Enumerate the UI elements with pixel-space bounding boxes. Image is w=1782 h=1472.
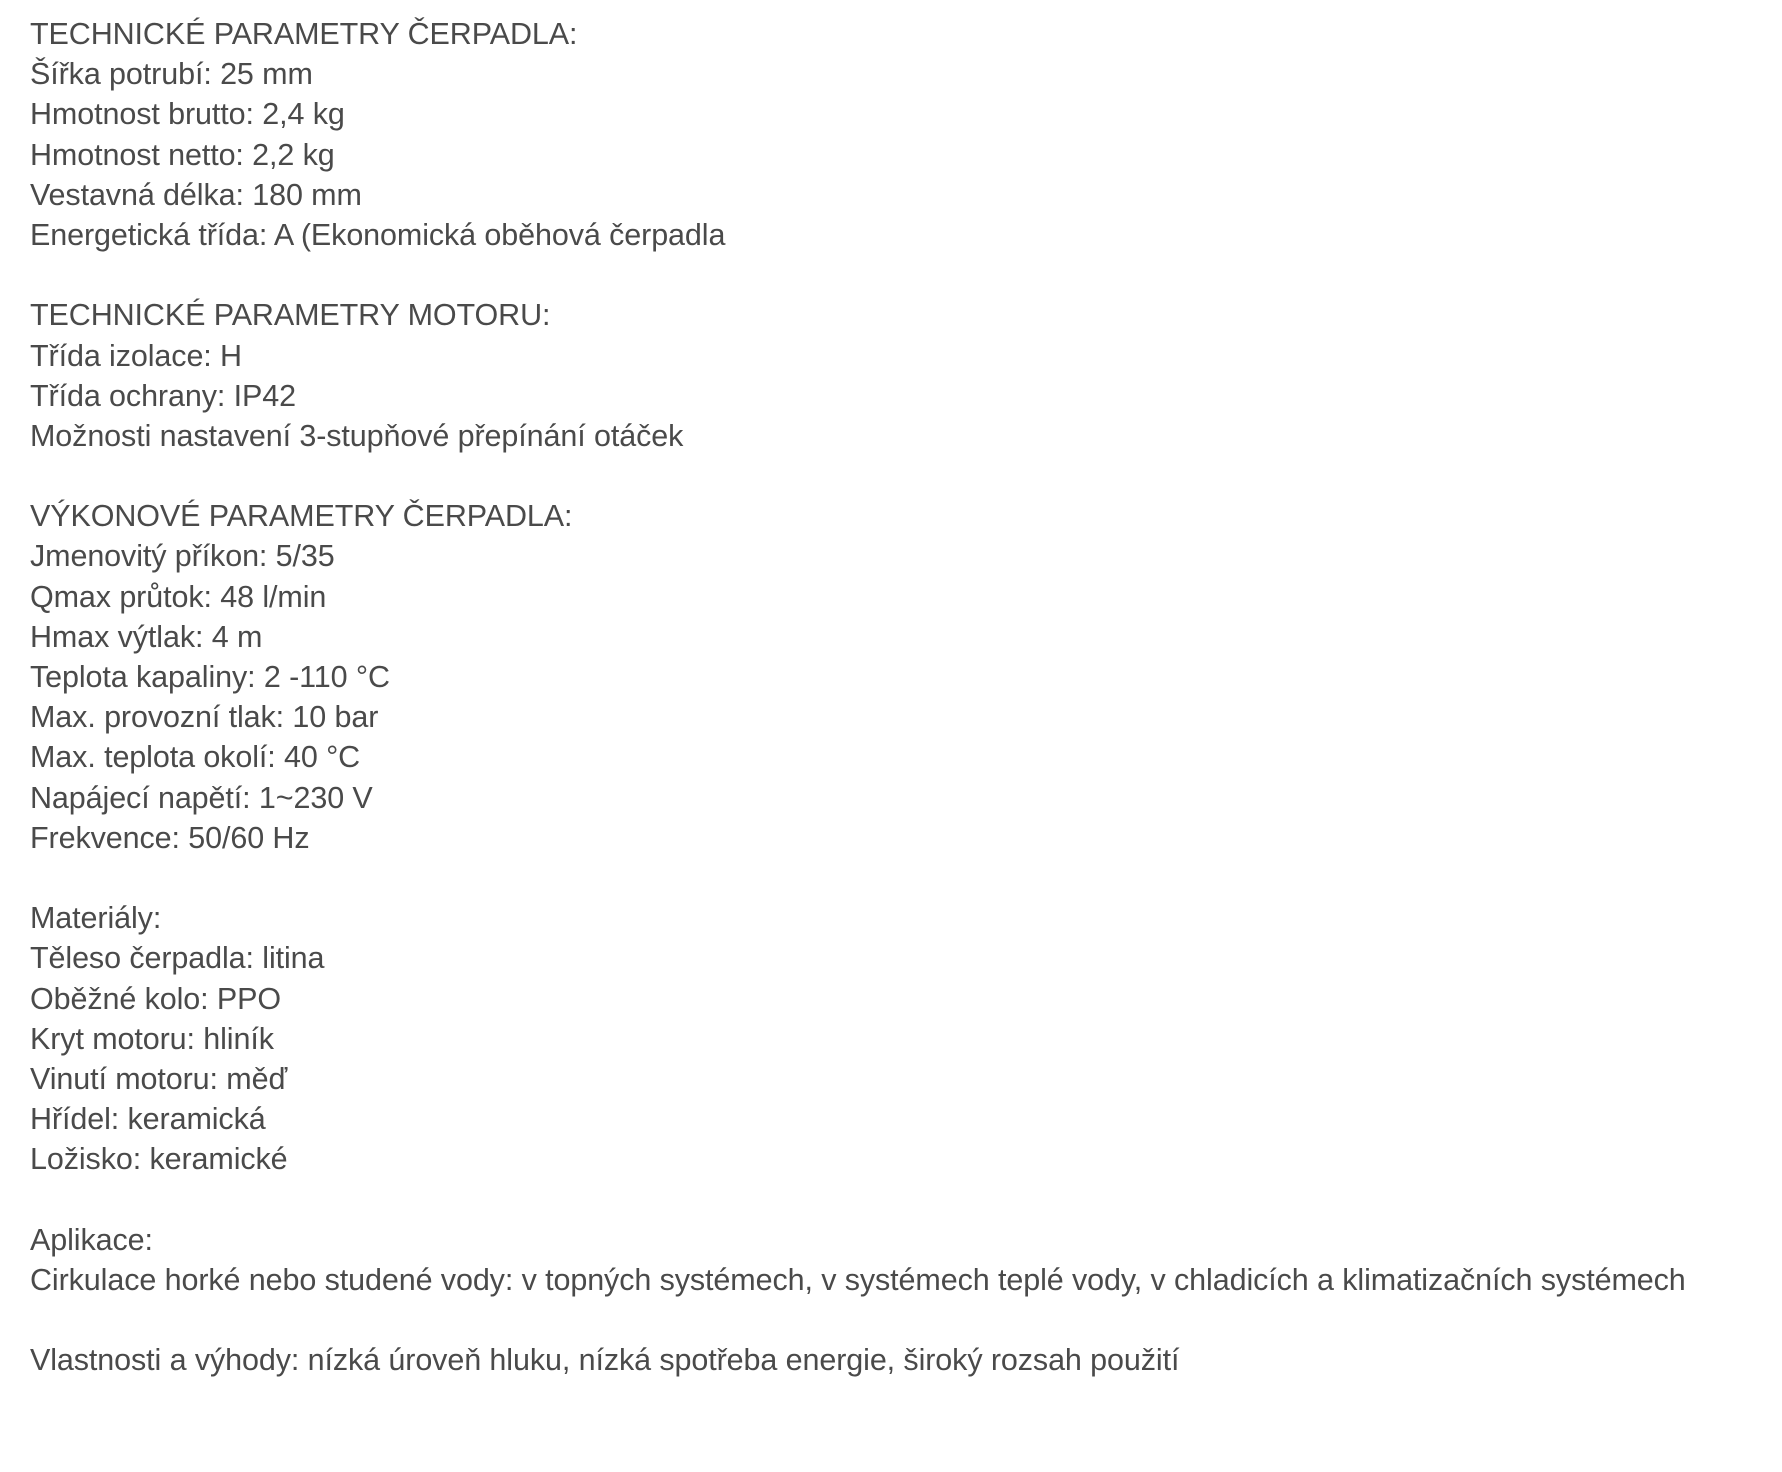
spec-line: Jmenovitý příkon: 5/35 xyxy=(30,539,335,574)
spec-line: Hmotnost netto: 2,2 kg xyxy=(30,137,335,172)
spec-line: Ložisko: keramické xyxy=(30,1142,288,1177)
section-heading: VÝKONOVÉ PARAMETRY ČERPADLA: xyxy=(30,499,573,534)
pump-technical-parameters-section xyxy=(30,14,1770,255)
spec-line: Energetická třída: A (Ekonomická oběhová čerpadla xyxy=(30,217,726,252)
spec-line: Těleso čerpadla: litina xyxy=(30,941,325,976)
spec-line: Šířka potrubí: 25 mm xyxy=(30,57,313,92)
spec-line: Třída ochrany: IP42 xyxy=(30,378,296,413)
applications-section xyxy=(30,1220,1770,1300)
features-benefits-section xyxy=(30,1340,1770,1380)
section-heading: Materiály: xyxy=(30,901,162,936)
spec-line: Hmax výtlak: 4 m xyxy=(30,619,263,654)
spec-line: Hmotnost brutto: 2,4 kg xyxy=(30,97,345,132)
spec-line: Max. provozní tlak: 10 bar xyxy=(30,700,379,735)
section-heading: TECHNICKÉ PARAMETRY MOTORU: xyxy=(30,298,551,333)
spec-line: Frekvence: 50/60 Hz xyxy=(30,820,310,855)
spec-line: Kryt motoru: hliník xyxy=(30,1021,274,1056)
spec-line: Napájecí napětí: 1~230 V xyxy=(30,780,373,815)
spec-line: Teplota kapaliny: 2 -110 °C xyxy=(30,660,390,694)
materials-section xyxy=(30,898,1770,1179)
product-description xyxy=(30,14,1770,1421)
spec-line: Třída izolace: H xyxy=(30,338,242,373)
spec-line: Max. teplota okolí: 40 °C xyxy=(30,740,361,775)
spec-line: Vinutí motoru: měď xyxy=(30,1061,288,1096)
spec-line: Oběžné kolo: PPO xyxy=(30,981,282,1016)
spec-line: Možnosti nastavení 3-stupňové přepínání otáček xyxy=(30,418,684,453)
spec-line: Cirkulace horké nebo studené vody: v topných systémech, v systémech teplé vody, v chladicích a klimatizačních systémech xyxy=(30,1262,1686,1297)
section-heading: Aplikace: xyxy=(30,1222,153,1257)
spec-line: Vestavná délka: 180 mm xyxy=(30,177,362,212)
pump-performance-parameters-section xyxy=(30,496,1770,858)
section-heading: TECHNICKÉ PARAMETRY ČERPADLA: xyxy=(30,17,578,51)
motor-technical-parameters-section xyxy=(30,295,1770,456)
spec-line: Hřídel: keramická xyxy=(30,1102,266,1137)
spec-line: Qmax průtok: 48 l/min xyxy=(30,579,327,614)
spec-line: Vlastnosti a výhody: nízká úroveň hluku, nízká spotřeba energie, široký rozsah použití xyxy=(30,1343,1180,1378)
